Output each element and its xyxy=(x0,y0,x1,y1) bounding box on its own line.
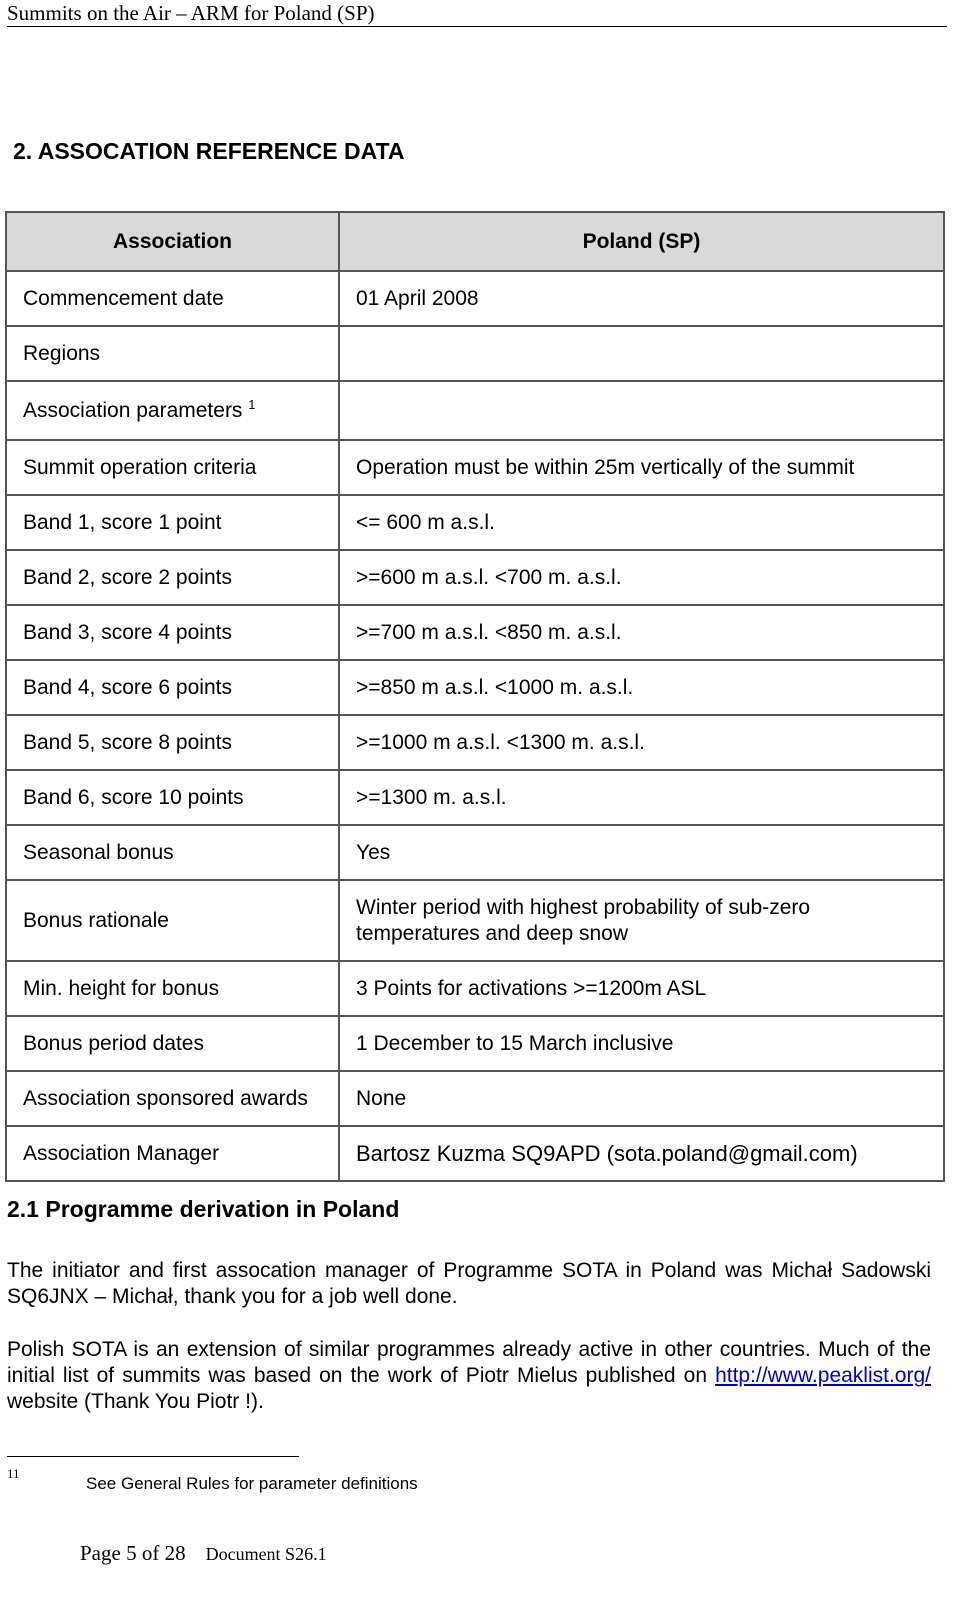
row-label: Band 4, score 6 points xyxy=(6,660,339,715)
table-row xyxy=(6,1071,944,1126)
row-label: Band 2, score 2 points xyxy=(6,550,339,605)
footnote-mark: 11 xyxy=(7,1466,20,1481)
row-label: Band 6, score 10 points xyxy=(6,770,339,825)
table-row xyxy=(6,271,944,326)
paragraph-text: Polish SOTA is an extension of similar programmes already active in other countries. Much of the initial list of summits was based on the work of Piotr Mielus published on xyxy=(7,1338,931,1387)
row-value: Yes xyxy=(339,825,944,880)
row-label: Seasonal bonus xyxy=(6,825,339,880)
paragraph-initiator: The initiator and first assocation manager of Programme SOTA in Poland was Michał Sadowski SQ6JNX – Michał, thank you for a job well done. xyxy=(7,1259,931,1308)
row-label: Min. height for bonus xyxy=(6,961,339,1016)
row-label: Association Manager xyxy=(6,1126,339,1181)
paragraph-text: website (Thank You Piotr !). xyxy=(7,1390,264,1413)
row-value xyxy=(339,381,944,440)
row-value: Bartosz Kuzma SQ9APD (sota.poland@gmail.com) xyxy=(339,1126,944,1181)
association-reference-table xyxy=(5,211,945,1182)
table-row xyxy=(6,961,944,1016)
paragraph-extension xyxy=(7,1337,931,1415)
row-label: Band 3, score 4 points xyxy=(6,605,339,660)
footnote-reference: 1 xyxy=(248,396,256,412)
table-row xyxy=(6,440,944,495)
row-value: Operation must be within 25m vertically of the summit xyxy=(339,440,944,495)
table-row xyxy=(6,605,944,660)
row-label: Bonus rationale xyxy=(6,880,339,961)
peaklist-link[interactable]: http://www.peaklist.org/ xyxy=(715,1364,931,1387)
row-value: >=1300 m. a.s.l. xyxy=(339,770,944,825)
row-value: 1 December to 15 March inclusive xyxy=(339,1016,944,1071)
row-value: 3 Points for activations >=1200m ASL xyxy=(339,961,944,1016)
row-value: Winter period with highest probability of sub-zero temperatures and deep snow xyxy=(339,880,944,961)
row-label: Association parameters xyxy=(23,398,243,422)
table-row xyxy=(6,495,944,550)
page-footer xyxy=(80,1541,327,1566)
footnote-text: See General Rules for parameter definitions xyxy=(86,1474,418,1493)
table-header-row xyxy=(6,212,944,271)
row-label: Commencement date xyxy=(6,271,339,326)
table-header-poland: Poland (SP) xyxy=(339,212,944,271)
table-row xyxy=(6,381,944,440)
table-header-association: Association xyxy=(6,212,339,271)
row-value: None xyxy=(339,1071,944,1126)
table-row xyxy=(6,1126,944,1181)
footnote-divider xyxy=(7,1456,299,1457)
table-row xyxy=(6,660,944,715)
row-value: >=850 m a.s.l. <1000 m. a.s.l. xyxy=(339,660,944,715)
page-number: Page 5 of 28 xyxy=(80,1541,186,1565)
row-label: Regions xyxy=(6,326,339,381)
row-value: >=1000 m a.s.l. <1300 m. a.s.l. xyxy=(339,715,944,770)
row-label: Band 5, score 8 points xyxy=(6,715,339,770)
row-value: >=600 m a.s.l. <700 m. a.s.l. xyxy=(339,550,944,605)
table-row xyxy=(6,326,944,381)
table-row xyxy=(6,825,944,880)
row-value: 01 April 2008 xyxy=(339,271,944,326)
row-value xyxy=(339,326,944,381)
running-header: Summits on the Air – ARM for Poland (SP) xyxy=(7,0,947,27)
row-value: <= 600 m a.s.l. xyxy=(339,495,944,550)
row-label: Association sponsored awards xyxy=(6,1071,339,1126)
row-label: Summit operation criteria xyxy=(6,440,339,495)
table-row xyxy=(6,1016,944,1071)
table-row xyxy=(6,770,944,825)
row-label-with-footnote xyxy=(6,381,339,440)
subsection-title: 2.1 Programme derivation in Poland xyxy=(7,1196,400,1222)
row-value: >=700 m a.s.l. <850 m. a.s.l. xyxy=(339,605,944,660)
section-title: 2. ASSOCATION REFERENCE DATA xyxy=(13,138,405,164)
row-label: Band 1, score 1 point xyxy=(6,495,339,550)
table-row xyxy=(6,715,944,770)
table-row xyxy=(6,880,944,961)
row-label: Bonus period dates xyxy=(6,1016,339,1071)
document-id: Document S26.1 xyxy=(205,1544,327,1564)
table-row xyxy=(6,550,944,605)
